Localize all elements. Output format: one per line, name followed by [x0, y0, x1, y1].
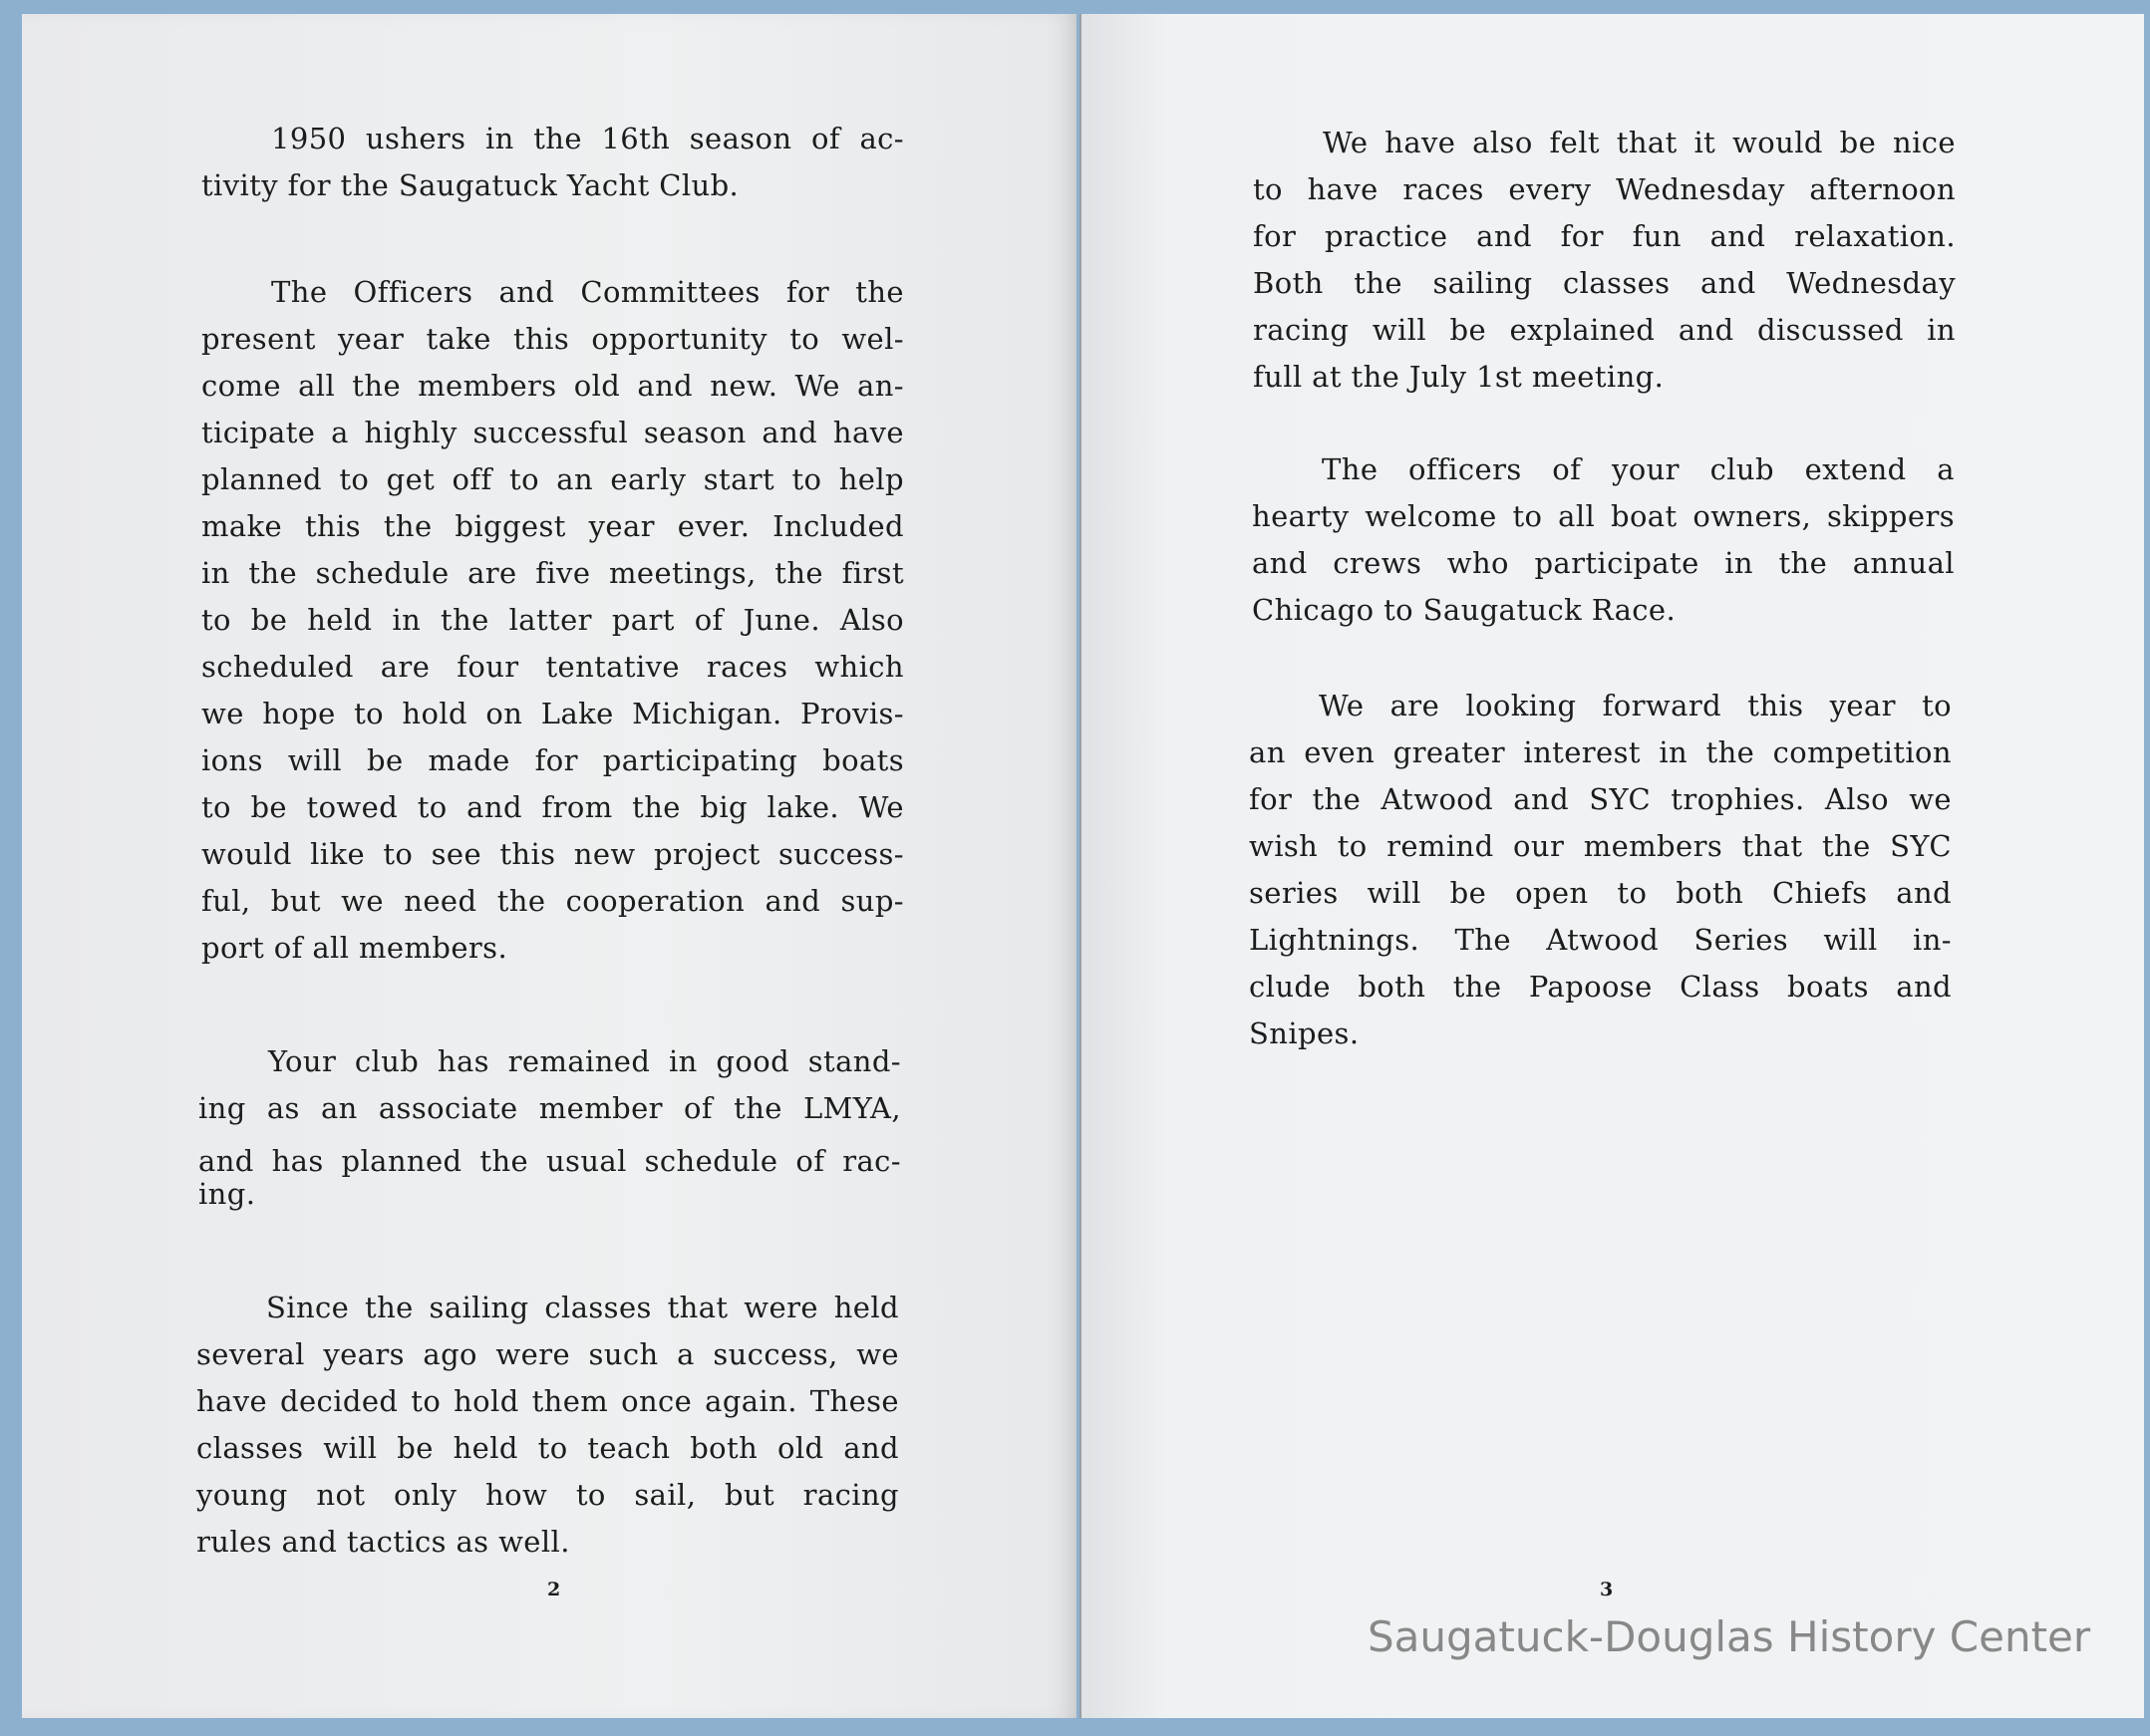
paragraph: [1249, 683, 1952, 1057]
page-number-left: 2: [547, 1579, 561, 1600]
paragraph: [196, 1285, 899, 1566]
text-line: come all the members old and new. We an-: [201, 369, 904, 403]
text-line: 1950 ushers in the 16th season of ac-: [271, 122, 904, 155]
text-line: young not only how to sail, but racing: [196, 1478, 899, 1512]
text-line: racing will be explained and discussed in: [1253, 313, 1956, 347]
text-line: ing.: [198, 1177, 256, 1211]
text-line: port of all members.: [201, 931, 508, 965]
text-line: planned to get off to an early start to help: [201, 462, 904, 496]
text-line: tivity for the Saugatuck Yacht Club.: [201, 168, 740, 202]
text-line: and crews who participate in the annual: [1252, 546, 1955, 580]
text-line: to have races every Wednesday afternoon: [1253, 172, 1956, 206]
text-line: Snipes.: [1249, 1016, 1360, 1050]
paragraph: [201, 269, 904, 972]
text-line: clude both the Papoose Class boats and: [1249, 970, 1952, 1004]
text-line: Chicago to Saugatuck Race.: [1252, 593, 1677, 627]
text-line: The officers of your club extend a: [1322, 452, 1955, 486]
text-line: an even greater interest in the competition: [1249, 735, 1952, 769]
text-line: scheduled are four tentative races which: [201, 650, 904, 684]
text-line: have decided to hold them once again. These: [196, 1384, 899, 1418]
text-line: We have also felt that it would be nice: [1323, 126, 1956, 159]
text-line: present year take this opportunity to wel-: [201, 322, 904, 356]
text-line: hearty welcome to all boat owners, skippers: [1252, 499, 1955, 533]
text-line: ticipate a highly successful season and have: [201, 416, 904, 449]
text-line: would like to see this new project success-: [201, 837, 904, 871]
text-line: ful, but we need the cooperation and sup-: [201, 884, 904, 918]
text-line: ing as an associate member of the LMYA,: [198, 1091, 901, 1125]
text-line: wish to remind our members that the SYC: [1249, 829, 1952, 863]
page-number-right: 3: [1600, 1579, 1614, 1600]
text-line: We are looking forward this year to: [1319, 689, 1952, 723]
text-line: and has planned the usual schedule of rac-: [198, 1144, 901, 1178]
text-line: several years ago were such a success, we: [196, 1337, 899, 1371]
text-line: we hope to hold on Lake Michigan. Provis-: [201, 697, 904, 730]
text-line: to be held in the latter part of June. Also: [201, 603, 904, 637]
paragraph: [1252, 446, 1955, 634]
text-line: The Officers and Committees for the: [271, 275, 904, 309]
text-line: for practice and for fun and relaxation.: [1253, 219, 1956, 253]
watermark: Saugatuck-Douglas History Center: [1368, 1612, 2091, 1661]
text-line: classes will be held to teach both old and: [196, 1431, 899, 1465]
text-line: series will be open to both Chiefs and: [1249, 876, 1952, 910]
text-line: full at the July 1st meeting.: [1253, 360, 1665, 394]
text-line: in the schedule are five meetings, the first: [201, 556, 904, 590]
text-line: Both the sailing classes and Wednesday: [1253, 266, 1956, 300]
text-line: Your club has remained in good stand-: [268, 1044, 901, 1078]
text-line: Since the sailing classes that were held: [266, 1291, 899, 1324]
text-line: ions will be made for participating boats: [201, 743, 904, 777]
text-line: for the Atwood and SYC trophies. Also we: [1249, 782, 1952, 816]
text-line: rules and tactics as well.: [196, 1525, 570, 1559]
text-line: Lightnings. The Atwood Series will in-: [1249, 923, 1952, 957]
text-line: make this the biggest year ever. Included: [201, 509, 904, 543]
paragraph: [1253, 120, 1956, 401]
paragraph: [198, 1038, 901, 1209]
text-line: to be towed to and from the big lake. We: [201, 790, 904, 824]
paragraph: [201, 116, 904, 209]
